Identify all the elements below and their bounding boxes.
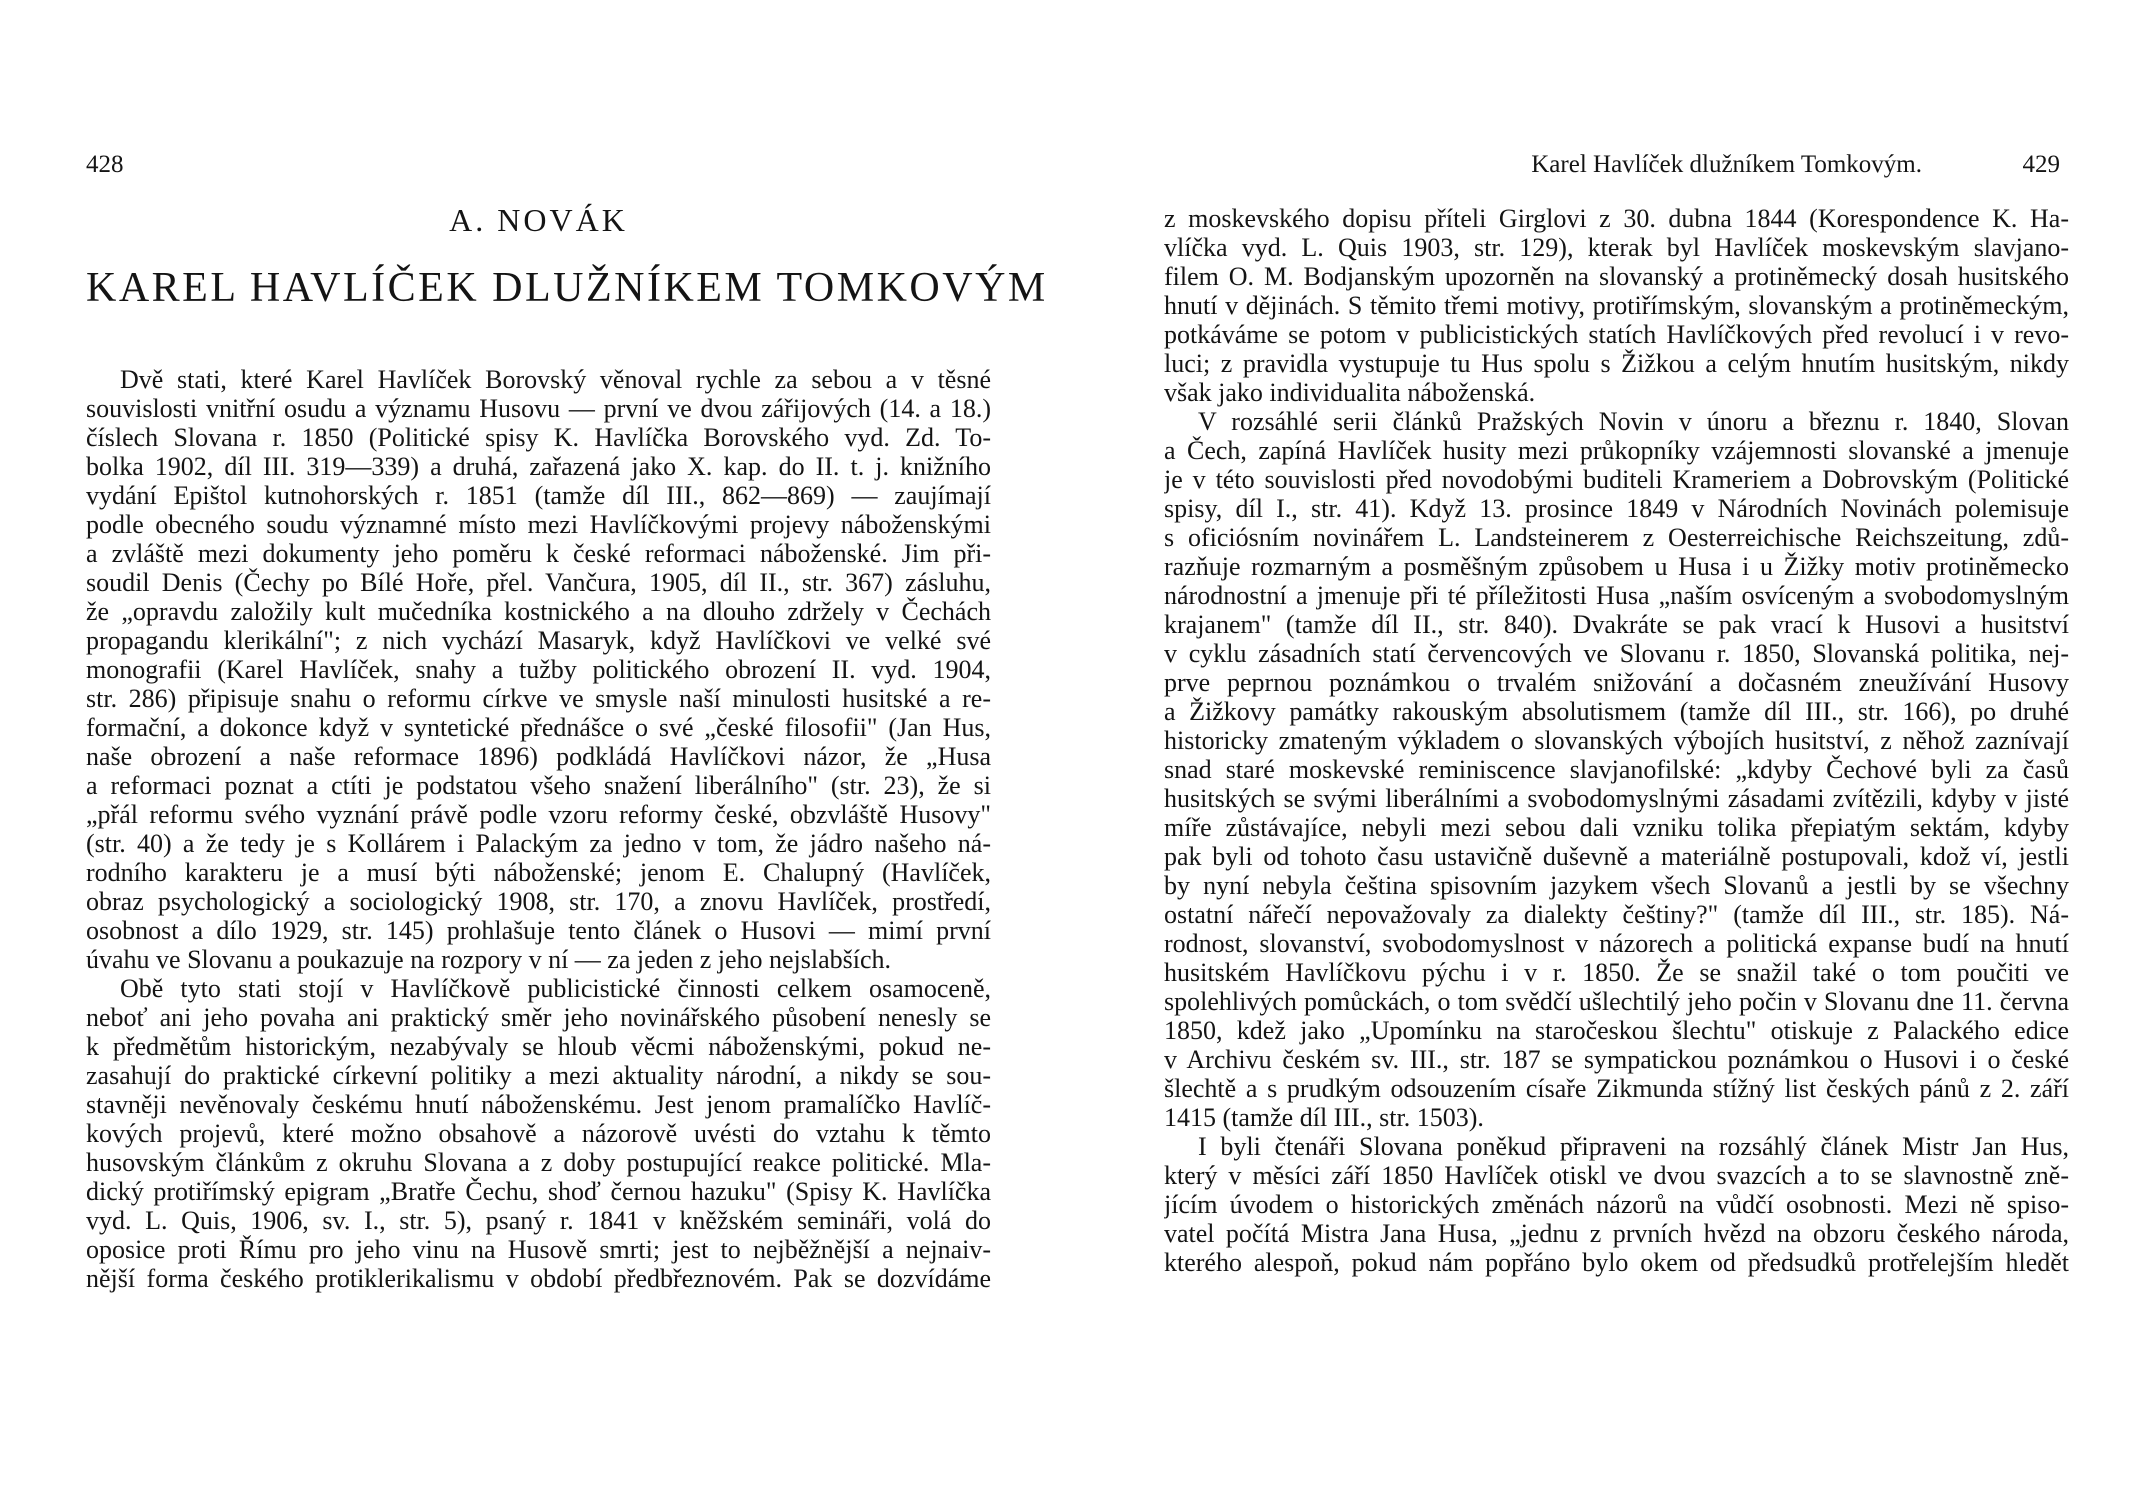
text-line: historicky zmateným výkladem o slovanských výbojích husitství, z něhož zaznívají <box>1164 726 2069 755</box>
text-line: stavněji nevěnovaly českému hnutí náboženskému. Jest jenom pramalíčko Havlíč- <box>86 1090 991 1119</box>
text-line: jícím úvodem o historických změnách názorů na vůdčí osobnosti. Mezi ně spiso- <box>1164 1190 2069 1219</box>
text-line: míře zůstávajíce, nebyli mezi sebou dali vzniku tolika přepiatým sektám, kdyby <box>1164 813 2069 842</box>
text-line: z moskevského dopisu příteli Girglovi z 30. dubna 1844 (Korespondence K. Ha- <box>1164 204 2069 233</box>
article-title: KAREL HAVLÍČEK DLUŽNÍKEM TOMKOVÝM <box>86 265 1048 311</box>
text-line: šlechtě a s prudkým odsouzením císaře Zikmunda stížný list českých pánů z 2. září <box>1164 1074 2069 1103</box>
text-line: husitských se svými liberálními a svobodomyslnými zásadami zvítězili, kdyby v jisté <box>1164 784 2069 813</box>
text-line: podle obecného soudu významné místo mezi Havlíčkovými projevy náboženskými <box>86 510 991 539</box>
text-line: ostatní nářečí nepovažovaly za dialekty češtiny?" (tamže díl III., str. 185). Ná- <box>1164 900 2069 929</box>
body-text-right <box>1164 204 2069 1277</box>
page-number: 428 <box>86 151 124 178</box>
text-line: Obě tyto stati stojí v Havlíčkově publicistické činnosti celkem osamoceně, <box>120 974 991 1003</box>
text-line: a Žižkovy památky rakouským absolutismem (tamže díl III., str. 166), po druhé <box>1164 697 2069 726</box>
text-line: bolka 1902, díl III. 319—339) a druhá, zařazená jako X. kap. do II. t. j. knižního <box>86 452 991 481</box>
text-line: V rozsáhlé serii článků Pražských Novin v únoru a březnu r. 1840, Slovan <box>1198 407 2069 436</box>
text-line: národnostní a jmenuje při té příležitosti Husa „naším osvíceným a svobodomyslným <box>1164 581 2069 610</box>
text-line: že „opravdu založily kult mučedníka kostnického a na dlouho zdržely v Čechách <box>86 597 991 626</box>
text-line: vydání Epištol kutnohorských r. 1851 (tamže díl III., 862—869) — zaujímají <box>86 481 991 510</box>
text-line: Dvě stati, které Karel Havlíček Borovský věnoval rychle za sebou a v těsné <box>120 365 991 394</box>
text-line: nější forma českého protiklerikalismu v období předbřeznovém. Pak se dozvídáme <box>86 1264 991 1293</box>
text-line: a zvláště mezi dokumenty jeho poměru k české reformaci náboženské. Jim při- <box>86 539 991 568</box>
text-line: spolehlivých pomůckách, o tom svědčí ušlechtilý jeho počin v Slovanu dne 11. června <box>1164 987 2069 1016</box>
text-line: (str. 40) a že tedy je s Kollárem i Palackým za jedno v tom, že jádro našeho ná- <box>86 829 991 858</box>
text-line: je v této souvislosti před novodobými buditeli Krameriem a Dobrovským (Politické <box>1164 465 2069 494</box>
text-line: potkáváme se potom v publicistických statích Havlíčkových před revolucí i v revo- <box>1164 320 2069 349</box>
text-line: husitském Havlíčkovu pýchu i v r. 1850. Že se snažil také o tom poučiti ve <box>1164 958 2069 987</box>
text-line: hnutí v dějinách. S těmito třemi motivy, protiřímským, slovanským a protiněmeckým, <box>1164 291 2069 320</box>
running-head: Karel Havlíček dlužníkem Tomkovým. <box>1531 151 1922 178</box>
text-line: naše obrození a naše reformace 1896) podkládá Havlíčkovi názor, že „Husa <box>86 742 991 771</box>
text-line: v cyklu zásadních statí červencových ve Slovanu r. 1850, Slovanská politika, nej- <box>1164 639 2069 668</box>
text-line: číslech Slovana r. 1850 (Politické spisy K. Havlíčka Borovského vyd. Zd. To- <box>86 423 991 452</box>
text-line: vlíčka vyd. L. Quis 1903, str. 129), kterak byl Havlíček moskevským slavjano- <box>1164 233 2069 262</box>
text-line: neboť ani jeho povaha ani praktický směr jeho novinářského působení nenesly se <box>86 1003 991 1032</box>
text-line: propagandu klerikální"; z nich vychází Masaryk, když Havlíčkovi ve velké své <box>86 626 991 655</box>
text-line: razňuje rozmarným a posměšným způsobem u Husa i u Žižky motiv protiněmecko <box>1164 552 2069 581</box>
text-line: by nyní nebyla čeština spisovním jazykem všech Slovanů a jestli by se všechny <box>1164 871 2069 900</box>
text-line: který v měsíci září 1850 Havlíček otiskl ve dvou svazcích a to se slavnostně zně- <box>1164 1161 2069 1190</box>
text-line: osobnost a dílo 1929, str. 145) prohlašuje tento článek o Husovi — mimí první <box>86 916 991 945</box>
text-line: prve peprnou poznámkou o trvalém snižování a dočasném zneužívání Husovy <box>1164 668 2069 697</box>
article-author: A. NOVÁK <box>449 202 628 238</box>
text-line: v Archivu českém sv. III., str. 187 se sympatickou poznámkou o Husovi i o české <box>1164 1045 2069 1074</box>
text-line: souvislosti vnitřní osudu a významu Husovu — první ve dvou zářijových (14. a 18.) <box>86 394 991 423</box>
page-number: 429 <box>2022 151 2060 178</box>
text-line: rodního karakteru je a musí býti náboženské; jenom E. Chalupný (Havlíček, <box>86 858 991 887</box>
text-line: kových projevů, které možno obsahově a názorově uvésti do vztahu k těmto <box>86 1119 991 1148</box>
text-line: 1415 (tamže díl III., str. 1503). <box>1164 1103 1484 1132</box>
text-line: rodnost, slovanství, svobodomyslnost v názorech a politická expanse budí na hnutí <box>1164 929 2069 958</box>
text-line: 1850, kdež jako „Upomínku na staročeskou šlechtu" otiskuje z Palackého edice <box>1164 1016 2069 1045</box>
text-line: I byli čtenáři Slovana poněkud připraveni na rozsáhlý článek Mistr Jan Hus, <box>1198 1132 2069 1161</box>
text-line: vyd. L. Quis, 1906, sv. I., str. 5), psaný r. 1841 v kněžském semináři, volá do <box>86 1206 991 1235</box>
text-line: a Čech, zapíná Havlíček husity mezi průkopníky vzájemnosti slovanské a jmenuje <box>1164 436 2069 465</box>
text-line: str. 286) připisuje snahu o reformu církve ve smysle naší minulosti husitské a re- <box>86 684 991 713</box>
text-line: však jako individualita náboženská. <box>1164 378 1536 407</box>
text-line: formační, a dokonce když v syntetické přednášce o své „české filosofii" (Jan Hus, <box>86 713 991 742</box>
text-line: „přál reformu svého vyznání právě podle vzoru reformy české, obzvláště Husovy" <box>86 800 991 829</box>
text-line: filem O. M. Bodjanským upozorněn na slovanský a protiněmecký dosah husitského <box>1164 262 2069 291</box>
text-line: k předmětům historickým, nezabývaly se hloub věcmi náboženskými, pokud ne- <box>86 1032 991 1061</box>
text-line: dický protiřímský epigram „Bratře Čechu, shoď černou hazuku" (Spisy K. Havlíčka <box>86 1177 991 1206</box>
text-line: úvahu ve Slovanu a poukazuje na rozpory v ní — za jeden z jeho nejslabších. <box>86 945 892 974</box>
text-line: snad staré moskevské reminiscence slavjanofilské: „kdyby Čechové byli za časů <box>1164 755 2069 784</box>
body-text-left <box>86 365 991 1293</box>
text-line: krajanem" (tamže díl II., str. 840). Dvakráte se pak vrací k Husovi a husitství <box>1164 610 2069 639</box>
text-line: monografii (Karel Havlíček, snahy a tužby politického obrození II. vyd. 1904, <box>86 655 991 684</box>
text-line: zasahují do praktické církevní politiky a mezi aktuality národní, a nikdy se sou- <box>86 1061 991 1090</box>
text-line: s oficiósním novinářem L. Landsteinerem z Oesterreichische Reichszeitung, zdů- <box>1164 523 2069 552</box>
text-line: husovským článkům z okruhu Slovana a z doby postupující reakce politické. Mla- <box>86 1148 991 1177</box>
text-line: vatel počítá Mistra Jana Husa, „jednu z prvních hvězd na obzoru českého národa, <box>1164 1219 2069 1248</box>
text-line: luci; z pravidla vystupuje tu Hus spolu s Žižkou a celým hnutím husitským, nikdy <box>1164 349 2069 378</box>
text-line: a reformaci poznat a ctíti je podstatou všeho snažení liberálního" (str. 23), že si <box>86 771 991 800</box>
text-line: spisy, díl I., str. 41). Když 13. prosince 1849 v Národních Novinách polemisuje <box>1164 494 2069 523</box>
text-line: oposice proti Římu pro jeho vinu na Husově smrti; jest to nejběžnější a nejnaiv- <box>86 1235 991 1264</box>
text-line: soudil Denis (Čechy po Bílé Hoře, přel. Vančura, 1905, díl II., str. 367) zásluhu, <box>86 568 991 597</box>
right-page <box>1074 0 2148 1500</box>
text-line: kterého alespoň, pokud nám popřáno bylo okem od předsudků protřelejším hledět <box>1164 1248 2069 1277</box>
text-line: obraz psychologický a sociologický 1908, str. 170, a znovu Havlíček, prostředí, <box>86 887 991 916</box>
text-line: pak byli od tohoto času ustavičně duševně a materiálně postupovali, kdož ví, jestli <box>1164 842 2069 871</box>
